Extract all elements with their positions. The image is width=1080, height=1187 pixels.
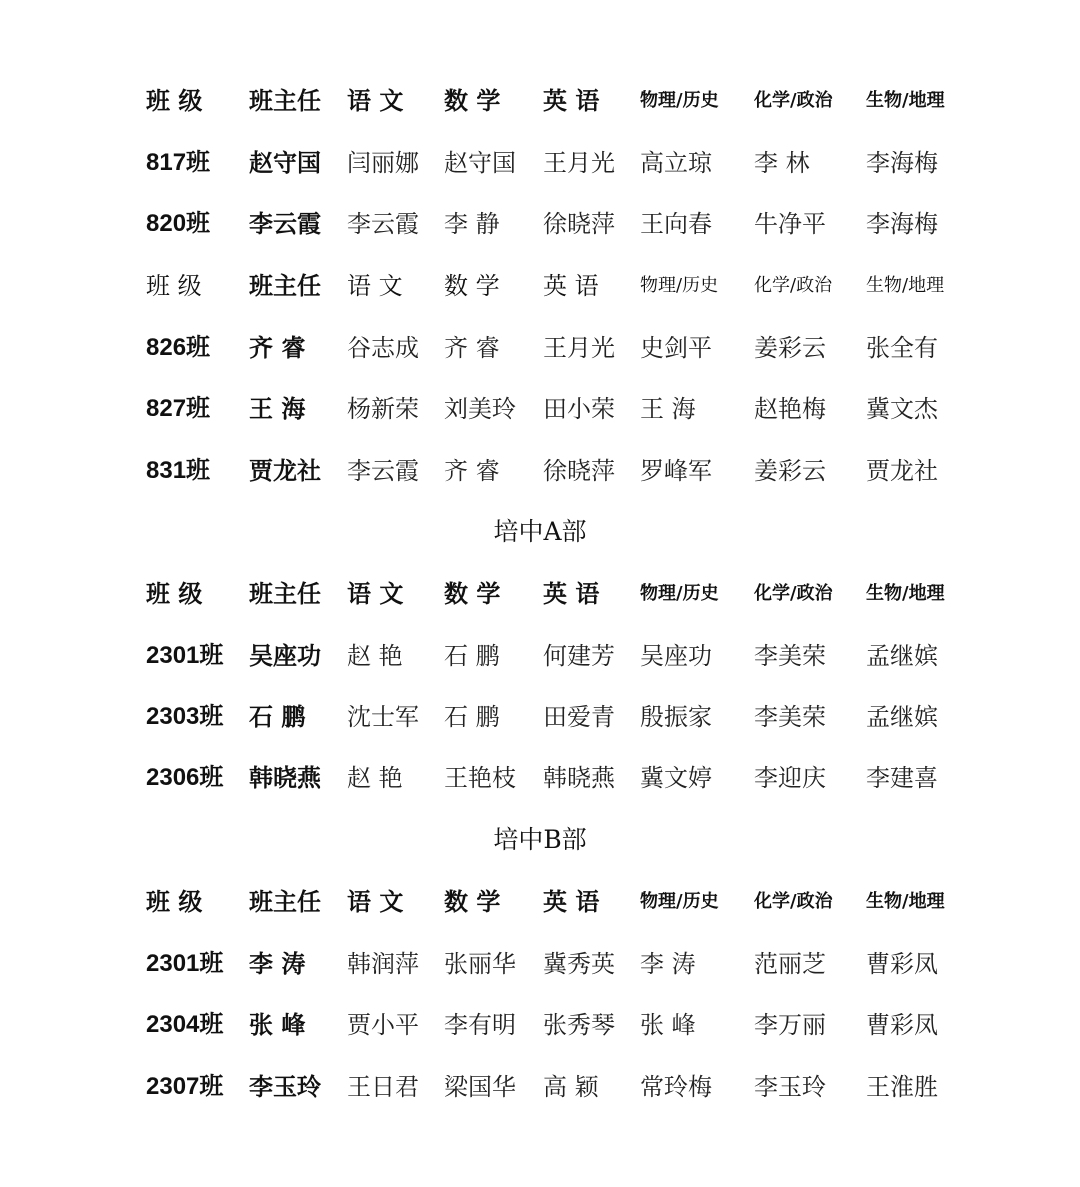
table-row — [0, 636, 1080, 676]
class-name: 2301班 — [146, 642, 224, 669]
header-physics-history: 物理/历史 — [640, 90, 719, 111]
class-name: 2303班 — [146, 703, 224, 730]
header-math: 数 学 — [444, 887, 501, 916]
header-english: 英 语 — [543, 579, 600, 608]
physics-history-teacher: 常玲梅 — [640, 1073, 712, 1101]
biology-geography-teacher: 王淮胜 — [866, 1073, 938, 1101]
english-teacher: 何建芳 — [543, 642, 615, 670]
table-row — [0, 1005, 1080, 1045]
math-teacher: 李 静 — [444, 210, 500, 238]
math-teacher: 赵守国 — [444, 149, 516, 177]
biology-geography-teacher: 曹彩凤 — [866, 950, 938, 978]
physics-history-teacher: 王 海 — [640, 395, 696, 423]
chemistry-politics-teacher: 李美荣 — [754, 703, 826, 731]
header-physics-history: 物理/历史 — [640, 275, 719, 296]
chemistry-politics-teacher: 李 林 — [754, 149, 810, 177]
math-teacher: 齐 睿 — [444, 334, 500, 362]
homeroom-teacher: 赵守国 — [249, 148, 321, 177]
header-chinese: 语 文 — [347, 86, 404, 115]
physics-history-teacher: 冀文婷 — [640, 764, 712, 792]
math-teacher: 石 鹏 — [444, 703, 500, 731]
chinese-teacher: 赵 艳 — [347, 642, 403, 670]
header-math: 数 学 — [444, 86, 501, 115]
table-row — [0, 697, 1080, 737]
chemistry-politics-teacher: 姜彩云 — [754, 334, 826, 362]
homeroom-teacher: 吴座功 — [249, 641, 321, 670]
header-homeroom-teacher: 班主任 — [249, 86, 321, 115]
table-header-row — [0, 266, 1080, 306]
header-homeroom-teacher: 班主任 — [249, 271, 321, 300]
class-name: 826班 — [146, 334, 211, 361]
chinese-teacher: 闫丽娜 — [347, 149, 419, 177]
math-teacher: 刘美玲 — [444, 395, 516, 423]
chinese-teacher: 王日君 — [347, 1073, 419, 1101]
homeroom-teacher: 张 峰 — [249, 1010, 306, 1039]
section-title-peizhong-a: 培中A部 — [493, 517, 587, 546]
chinese-teacher: 李云霞 — [347, 210, 419, 238]
biology-geography-teacher: 孟继嫔 — [866, 703, 938, 731]
physics-history-teacher: 王向春 — [640, 210, 712, 238]
english-teacher: 韩晓燕 — [543, 764, 615, 792]
homeroom-teacher: 李云霞 — [249, 209, 321, 238]
header-biology-geography: 生物/地理 — [866, 275, 945, 296]
biology-geography-teacher: 冀文杰 — [866, 395, 938, 423]
english-teacher: 张秀琴 — [543, 1011, 615, 1039]
chemistry-politics-teacher: 李美荣 — [754, 642, 826, 670]
header-chinese: 语 文 — [347, 579, 404, 608]
header-chemistry-politics: 化学/政治 — [754, 891, 833, 912]
header-english: 英 语 — [543, 887, 600, 916]
header-physics-history: 物理/历史 — [640, 583, 719, 604]
chemistry-politics-teacher: 李迎庆 — [754, 764, 826, 792]
class-name: 820班 — [146, 210, 211, 237]
chemistry-politics-teacher: 姜彩云 — [754, 457, 826, 485]
biology-geography-teacher: 李建喜 — [866, 764, 938, 792]
table-row — [0, 389, 1080, 429]
chemistry-politics-teacher: 牛净平 — [754, 210, 826, 238]
class-name: 2301班 — [146, 950, 224, 977]
homeroom-teacher: 韩晓燕 — [249, 763, 321, 792]
header-biology-geography: 生物/地理 — [866, 583, 945, 604]
table-row — [0, 1067, 1080, 1107]
header-chemistry-politics: 化学/政治 — [754, 583, 833, 604]
table-row — [0, 451, 1080, 491]
math-teacher: 梁国华 — [444, 1073, 516, 1101]
header-biology-geography: 生物/地理 — [866, 90, 945, 111]
chemistry-politics-teacher: 赵艳梅 — [754, 395, 826, 423]
chinese-teacher: 韩润萍 — [347, 950, 419, 978]
english-teacher: 田爱青 — [543, 703, 615, 731]
biology-geography-teacher: 李海梅 — [866, 210, 938, 238]
section-title-peizhong-b: 培中B部 — [493, 825, 587, 854]
english-teacher: 田小荣 — [543, 395, 615, 423]
biology-geography-teacher: 孟继嫔 — [866, 642, 938, 670]
physics-history-teacher: 史剑平 — [640, 334, 712, 362]
chinese-teacher: 李云霞 — [347, 457, 419, 485]
homeroom-teacher: 李玉玲 — [249, 1072, 321, 1101]
physics-history-teacher: 李 涛 — [640, 950, 696, 978]
header-english: 英 语 — [543, 86, 600, 115]
class-name: 831班 — [146, 457, 211, 484]
biology-geography-teacher: 贾龙社 — [866, 457, 938, 485]
header-class: 班 级 — [146, 887, 203, 916]
class-name: 817班 — [146, 149, 211, 176]
homeroom-teacher: 石 鹏 — [249, 702, 306, 731]
header-physics-history: 物理/历史 — [640, 891, 719, 912]
chemistry-politics-teacher: 李万丽 — [754, 1011, 826, 1039]
table-row — [0, 143, 1080, 183]
header-class: 班 级 — [146, 272, 202, 300]
homeroom-teacher: 王 海 — [249, 394, 306, 423]
chinese-teacher: 贾小平 — [347, 1011, 419, 1039]
header-chemistry-politics: 化学/政治 — [754, 90, 833, 111]
header-homeroom-teacher: 班主任 — [249, 887, 321, 916]
homeroom-teacher: 李 涛 — [249, 949, 306, 978]
header-biology-geography: 生物/地理 — [866, 891, 945, 912]
table-header-row — [0, 574, 1080, 614]
math-teacher: 李有明 — [444, 1011, 516, 1039]
physics-history-teacher: 张 峰 — [640, 1011, 696, 1039]
math-teacher: 张丽华 — [444, 950, 516, 978]
chemistry-politics-teacher: 范丽芝 — [754, 950, 826, 978]
header-math: 数 学 — [444, 272, 500, 300]
chinese-teacher: 沈士军 — [347, 703, 419, 731]
table-row — [0, 944, 1080, 984]
english-teacher: 王月光 — [543, 334, 615, 362]
biology-geography-teacher: 李海梅 — [866, 149, 938, 177]
class-name: 2304班 — [146, 1011, 224, 1038]
header-math: 数 学 — [444, 579, 501, 608]
physics-history-teacher: 高立琼 — [640, 149, 712, 177]
class-name: 2307班 — [146, 1073, 224, 1100]
english-teacher: 徐晓萍 — [543, 457, 615, 485]
physics-history-teacher: 殷振家 — [640, 703, 712, 731]
english-teacher: 冀秀英 — [543, 950, 615, 978]
homeroom-teacher: 贾龙社 — [249, 456, 321, 485]
chemistry-politics-teacher: 李玉玲 — [754, 1073, 826, 1101]
math-teacher: 齐 睿 — [444, 457, 500, 485]
chinese-teacher: 赵 艳 — [347, 764, 403, 792]
math-teacher: 石 鹏 — [444, 642, 500, 670]
table-row — [0, 204, 1080, 244]
physics-history-teacher: 罗峰军 — [640, 457, 712, 485]
english-teacher: 徐晓萍 — [543, 210, 615, 238]
chinese-teacher: 谷志成 — [347, 334, 419, 362]
math-teacher: 王艳枝 — [444, 764, 516, 792]
table-header-row — [0, 882, 1080, 922]
header-class: 班 级 — [146, 86, 203, 115]
header-english: 英 语 — [543, 272, 599, 300]
class-name: 827班 — [146, 395, 211, 422]
biology-geography-teacher: 曹彩凤 — [866, 1011, 938, 1039]
chinese-teacher: 杨新荣 — [347, 395, 419, 423]
biology-geography-teacher: 张全有 — [866, 334, 938, 362]
header-homeroom-teacher: 班主任 — [249, 579, 321, 608]
header-chinese: 语 文 — [347, 887, 404, 916]
physics-history-teacher: 吴座功 — [640, 642, 712, 670]
english-teacher: 王月光 — [543, 149, 615, 177]
english-teacher: 高 颖 — [543, 1073, 599, 1101]
table-header-row — [0, 81, 1080, 121]
header-chinese: 语 文 — [347, 272, 403, 300]
homeroom-teacher: 齐 睿 — [249, 333, 306, 362]
header-chemistry-politics: 化学/政治 — [754, 275, 833, 296]
header-class: 班 级 — [146, 579, 203, 608]
class-name: 2306班 — [146, 764, 224, 791]
table-row — [0, 758, 1080, 798]
table-row — [0, 328, 1080, 368]
